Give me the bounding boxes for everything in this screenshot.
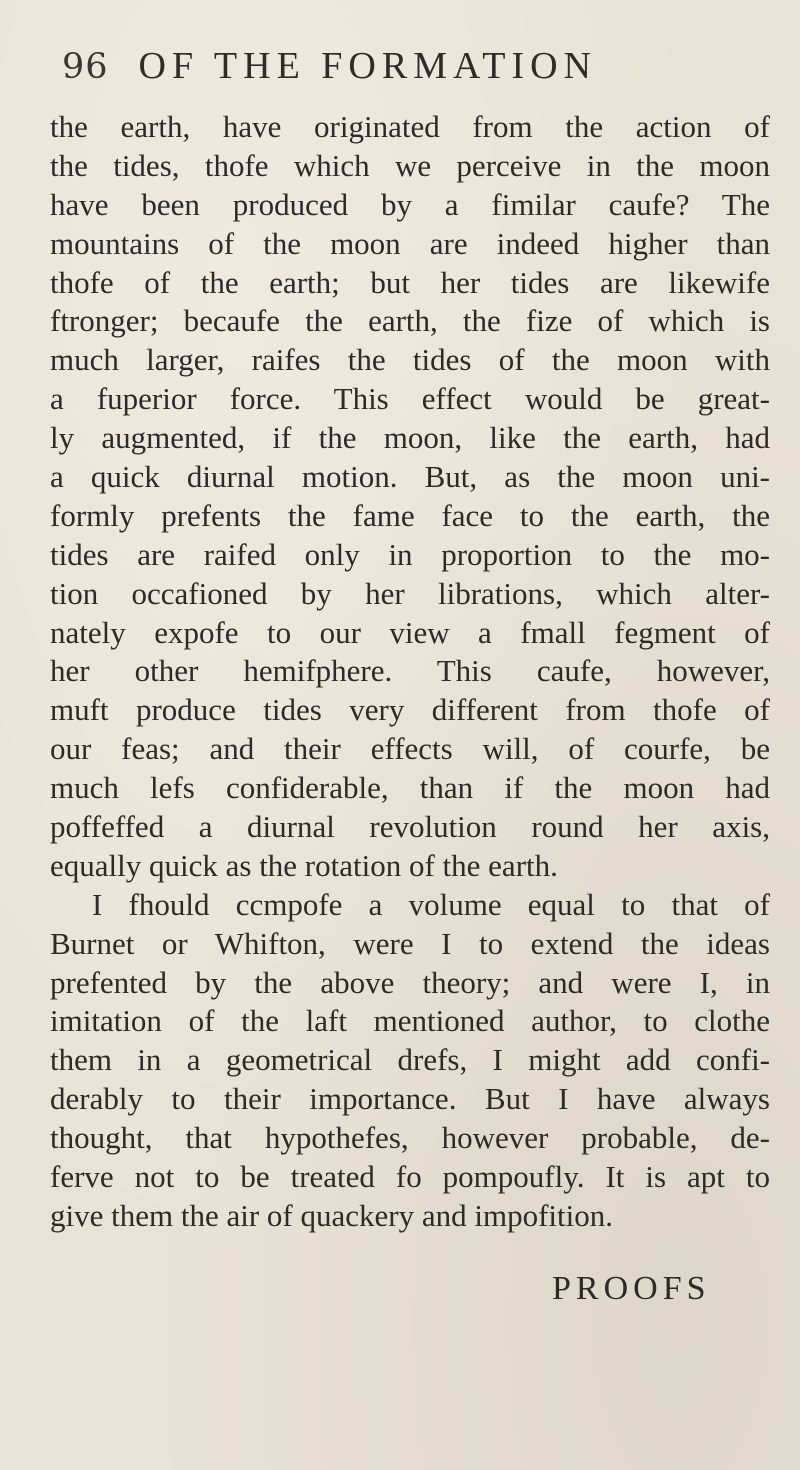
running-head: OF THE FORMATION: [138, 45, 597, 87]
body-text: [50, 108, 770, 1236]
text-line: the earth, have originated from the action of: [50, 109, 770, 144]
text-line: nately expofe to our view a fmall fegment of: [50, 614, 770, 650]
text-line: Burnet or Whifton, were I to extend the ideas: [50, 925, 770, 961]
text-line: ftronger; becaufe the earth, the fize of which is: [50, 303, 770, 339]
paragraph-start-line: I fhould ccmpofe a volume equal to that of: [92, 886, 770, 922]
text-line: a quick diurnal motion. But, as the moon uni-: [50, 459, 770, 495]
text-line: prefented by the above theory; and were I, in: [50, 964, 770, 1000]
text-line: thofe of the earth; but her tides are likewife: [50, 264, 770, 300]
text-line: poffeffed a diurnal revolution round her axis,: [50, 809, 770, 845]
text-line: tides are raifed only in proportion to the mo-: [50, 536, 770, 572]
text-line: her other hemifphere. This caufe, however,: [50, 653, 770, 689]
text-line: muft produce tides very different from thofe of: [50, 692, 770, 728]
text-line: have been produced by a fimilar caufe? The: [50, 186, 770, 222]
text-line: a fuperior force. This effect would be great-: [50, 381, 770, 417]
page-number: 96: [62, 47, 109, 87]
text-line: them in a geometrical drefs, I might add confi-: [50, 1042, 770, 1078]
text-line: mountains of the moon are indeed higher than: [50, 225, 770, 261]
text-line: derably to their importance. But I have always: [50, 1081, 770, 1117]
text-line: ferve not to be treated fo pompoufly. It is apt to: [50, 1159, 770, 1195]
text-line: equally quick as the rotation of the earth.: [50, 847, 558, 883]
text-line: thought, that hypothefes, however probable, de-: [50, 1120, 770, 1156]
text-line: formly prefents the fame face to the earth, the: [50, 497, 770, 533]
page-header: [62, 44, 702, 104]
text-line: the tides, thofe which we perceive in the moon: [50, 147, 770, 183]
text-line: imitation of the laft mentioned author, to clothe: [50, 1003, 770, 1039]
text-line: tion occafioned by her librations, which alter-: [50, 575, 770, 611]
text-line: much lefs confiderable, than if the moon had: [50, 770, 770, 806]
text-line: ly augmented, if the moon, like the earth, had: [50, 420, 770, 456]
text-line: give them the air of quackery and impofition.: [50, 1197, 613, 1233]
text-line: much larger, raifes the tides of the moon with: [50, 342, 770, 378]
catchword: PROOFS: [552, 1270, 711, 1307]
text-line: our feas; and their effects will, of courfe, be: [50, 731, 770, 767]
